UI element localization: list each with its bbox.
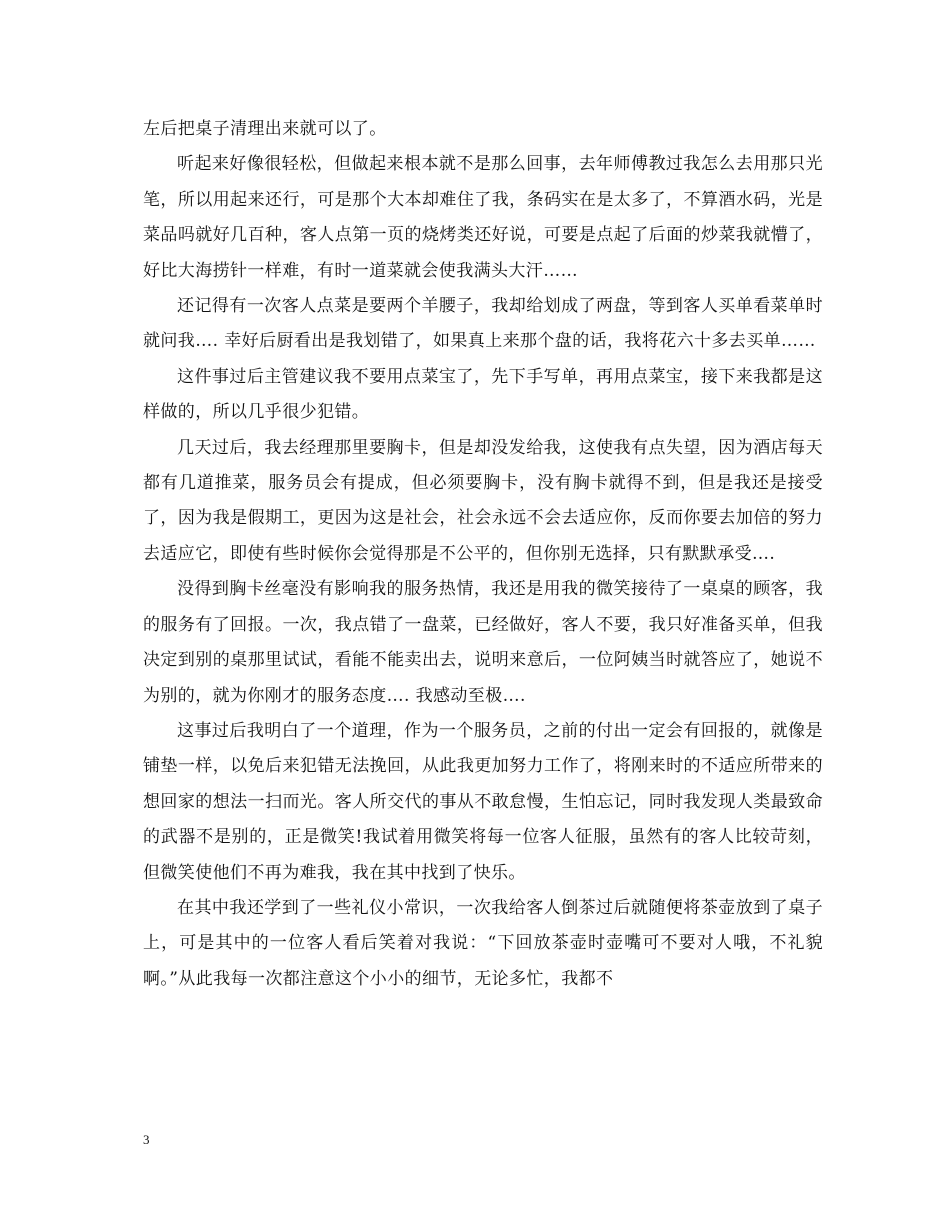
- paragraph-7: 这事过后我明白了一个道理，作为一个服务员，之前的付出一定会有回报的，就像是铺垫一样，以免后来犯错无法挽回，从此我更加努力工作了，将刚来时的不适应所带来的想回家的想法一扫而光。客人所交代的事从不敢怠慢，生怕忘记，同时我发现人类最致命的武器不是别的，正是微笑!我试着用微笑将每一位客人征服，虽然有的客人比较苛刻，但微笑使他们不再为难我，我在其中找到了快乐。: [143, 720, 823, 883]
- paragraph-5: 几天过后，我去经理那里要胸卡，但是却没发给我，这使我有点失望，因为酒店每天都有几道推菜，服务员会有提成，但必须要胸卡，没有胸卡就得不到，但是我还是接受了，因为我是假期工，更因为这是社会，社会永远不会去适应你，反而你要去加倍的努力去适应它，即使有些时候你会觉得那是不公平的，但你别无选择，只有默默承受….: [143, 437, 823, 564]
- paragraph-4: 这件事过后主管建议我不要用点菜宝了，先下手写单，再用点菜宝，接下来我都是这样做的，所以几乎很少犯错。: [143, 366, 823, 423]
- paragraph-1: 左后把桌子清理出来就可以了。: [143, 119, 387, 139]
- body-text: [143, 112, 823, 997]
- paragraph-6: 没得到胸卡丝毫没有影响我的服务热情，我还是用我的微笑接待了一桌桌的顾客，我的服务有了回报。一次，我点错了一盘菜，已经做好，客人不要，我只好准备买单，但我决定到别的桌那里试试，看能不能卖出去，说明来意后，一位阿姨当时就答应了，她说不为别的，就为你刚才的服务态度…. 我感动至极….: [143, 579, 823, 706]
- paragraph-2: 听起来好像很轻松，但做起来根本就不是那么回事，去年师傅教过我怎么去用那只光笔，所以用起来还行，可是那个大本却难住了我，条码实在是太多了，不算酒水码，光是菜品吗就好几百种，客人点第一页的烧烤类还好说，可要是点起了后面的炒菜我就懵了，好比大海捞针一样难，有时一道菜就会使我满头大汗……: [143, 154, 823, 281]
- paragraph-8: 在其中我还学到了一些礼仪小常识，一次我给客人倒茶过后就随便将茶壶放到了桌子上，可是其中的一位客人看后笑着对我说：“下回放茶壶时壶嘴可不要对人哦，不礼貌啊。”从此我每一次都注意这个小小的细节，无论多忙，我都不: [143, 897, 823, 989]
- paragraph-3: 还记得有一次客人点菜是要两个羊腰子，我却给划成了两盘，等到客人买单看菜单时就问我…. 幸好后厨看出是我划错了，如果真上来那个盘的话，我将花六十多去买单……: [143, 296, 823, 352]
- page-number: 3: [143, 1132, 150, 1147]
